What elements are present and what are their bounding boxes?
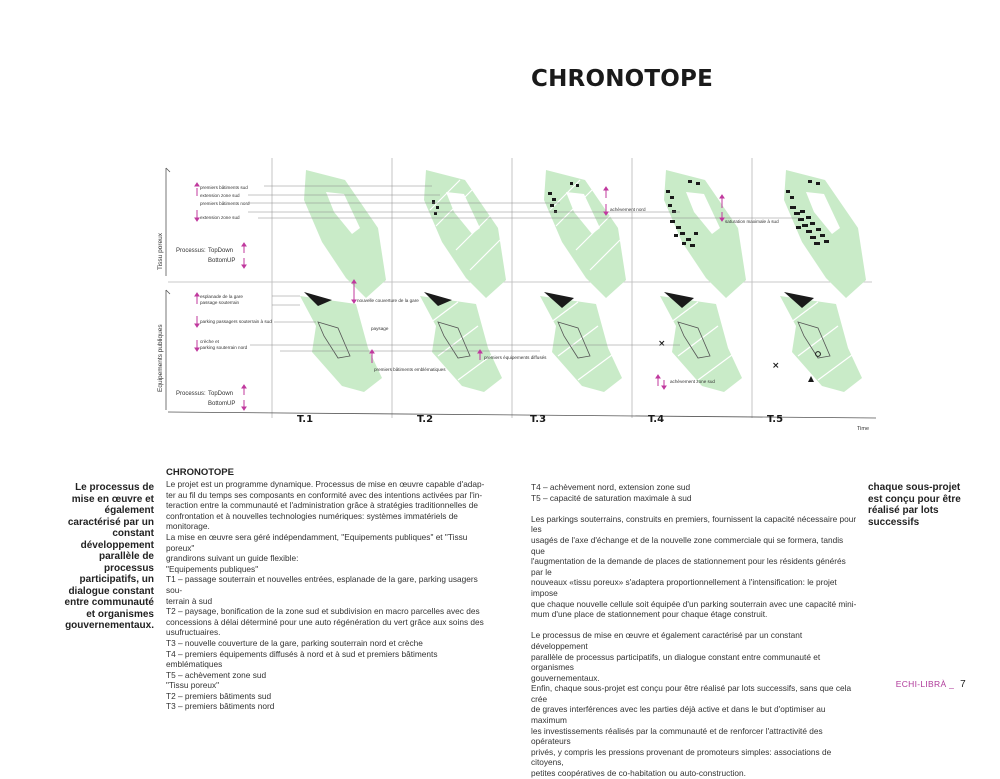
time-label-t2: T.2 bbox=[417, 414, 434, 425]
column-2-timeline bbox=[531, 482, 857, 503]
annotation-batiments-emblematiques: premiers bâtiments emblématiques bbox=[374, 367, 446, 372]
tissu-label-1: premiers bâtiments sud bbox=[200, 185, 248, 190]
text-line: T4 – premiers équipements diffusés à nord et à sud et premiers bâtiments emblématiques bbox=[166, 648, 438, 670]
equipements-shapes bbox=[300, 292, 862, 392]
text-line: concessions à délai déterminé pour une auto régénération du vert grâce aux soins des bbox=[166, 616, 484, 627]
topdown-label-top: TopDown bbox=[208, 248, 234, 254]
text-line: l'augmentation de la demande de places de stationnement pour les résidents générés par le bbox=[531, 556, 846, 577]
time-label-t4: T.4 bbox=[648, 414, 665, 425]
text-line: nouveaux «tissu poreux» s'adaptera proportionnellement à l'intensification: le projet impose bbox=[531, 577, 837, 598]
tissu-label-2: extension zone sud bbox=[200, 193, 240, 198]
annotation-couverture: nouvelle couverture de la gare bbox=[357, 298, 419, 303]
svg-text:×: × bbox=[658, 339, 666, 349]
tissu-shapes bbox=[304, 170, 866, 298]
bottomup-label-top: BottomUP bbox=[208, 258, 236, 264]
body-column-1 bbox=[166, 467, 493, 712]
text-line: Le projet est un programme dynamique. Processus de mise en œuvre capable d'adap- bbox=[166, 479, 485, 489]
footer-label: ECHI-LIBRÀ _ bbox=[895, 679, 955, 689]
text-line: La mise en œuvre sera géré indépendamment, "Equipements publiques" et "Tissu poreux" bbox=[166, 531, 468, 553]
text-line: "Equipements publiques" bbox=[166, 563, 259, 574]
text-line: parallèle de processus participatifs, un dialogue constant entre communauté et organismes bbox=[531, 651, 821, 673]
annotation-achevement-nord: achèvement nord bbox=[610, 207, 646, 212]
time-axis-label: Time bbox=[857, 426, 870, 432]
text-line: T5 – capacité de saturation maximale à sud bbox=[531, 492, 692, 503]
text-line: grandirons suivant un guide flexible: bbox=[166, 553, 299, 564]
time-label-t3: T.3 bbox=[530, 414, 547, 425]
left-pull-quote: Le processus de mise en œuvre et également caractérisé par un constant développement parallèle de processus participatifs, un dialogue constant entre communauté et organismes gouvernementaux. bbox=[64, 482, 154, 631]
annotation-achevement-zone-sud: achèvement zone sud bbox=[670, 379, 715, 384]
text-line: que chaque nouvelle cellule soit équipée d'un parking souterrain avec une capacité mini- bbox=[531, 598, 857, 609]
text-line: les investissements réalisés par la communauté et de renforcer l'attractivité des opérateurs bbox=[531, 725, 823, 747]
text-line: ter au fil du temps ses composants en conformité avec des intentions activées par l'in- bbox=[166, 489, 483, 500]
row-label-equipements: Equipements publiques bbox=[157, 324, 164, 392]
column-1-lines bbox=[166, 479, 493, 712]
text-line: T3 – premiers bâtiments nord bbox=[166, 701, 275, 712]
text-line: mum d'une place de stationnement pour chaque étage construit. bbox=[531, 609, 768, 620]
row-axes bbox=[166, 168, 170, 410]
text-line: de graves interférences avec les parties déjà active et dans le but d'optimiser au maximum bbox=[531, 704, 826, 726]
text-line: T2 – paysage, bonification de la zone sud et subdivision en macro parcelles avec des bbox=[166, 606, 480, 617]
svg-text:×: × bbox=[772, 361, 780, 371]
equip-label-2: passage souterrain bbox=[200, 300, 240, 305]
text-line: Les parkings souterrains, construits en premiers, fournissent la capacité nécessaire pour les bbox=[531, 513, 857, 535]
text-line: "Tissu poreux" bbox=[166, 680, 220, 691]
column-2-parking-paragraph bbox=[531, 514, 857, 620]
text-line: usufructuaires. bbox=[166, 627, 221, 638]
right-pull-quote: chaque sous-projet est conçu pour être réalisé par lots successifs bbox=[868, 482, 961, 528]
body-column-2 bbox=[531, 482, 857, 779]
text-line: T2 – premiers bâtiments sud bbox=[166, 690, 272, 701]
text-line: T5 – achèvement zone sud bbox=[166, 669, 267, 680]
equip-label-3: parking passagers souterrain à sud bbox=[200, 319, 272, 324]
equip-label-1: esplanade de la gare bbox=[200, 294, 243, 299]
time-label-t1: T.1 bbox=[297, 414, 314, 425]
text-line: terrain à sud bbox=[166, 595, 213, 606]
text-line: usagés de l'axe d'échange et de la nouvelle zone commerciale qui se formera, tandis que bbox=[531, 534, 844, 556]
equip-label-5: parking souterrain nord bbox=[200, 345, 248, 350]
process-label-top: Processus: bbox=[176, 248, 206, 254]
page-number: 7 bbox=[960, 679, 966, 690]
text-line: gouvernementaux. bbox=[531, 672, 600, 683]
text-line: T3 – nouvelle couverture de la gare, parking souterrain nord et crèche bbox=[166, 637, 423, 648]
bottomup-label-bottom: BottomUP bbox=[208, 401, 236, 407]
text-line: privés, y compris les pressions provenant de promoteurs simples: associations de citoyens, bbox=[531, 746, 832, 768]
text-line: teraction entre la communauté et l'administration grâce à stratégies traditionnelles de bbox=[166, 500, 478, 511]
text-line: petites coopératives de co-habitation ou auto-construction. bbox=[531, 768, 746, 779]
tissu-label-4: extension zone sud bbox=[200, 215, 240, 220]
text-line: T1 – passage souterrain et nouvelles entrées, esplanade de la gare, parking usagers sou- bbox=[166, 574, 478, 595]
time-label-t5: T.5 bbox=[767, 414, 784, 425]
text-line: confrontation et à nouvelles technologies numériques: systèmes immatériels de monitorage. bbox=[166, 510, 458, 532]
text-line: Le processus de mise en œuvre et également caractérisé par un constant développement bbox=[531, 630, 803, 651]
annotation-premiers-equipements: premiers équipements diffusés bbox=[484, 355, 547, 360]
tissu-label-3: premiers bâtiments nord bbox=[200, 201, 250, 206]
text-line: Enfin, chaque sous-projet est conçu pour être réalisé par lots successifs, sans que cela crée bbox=[531, 683, 852, 704]
annotation-saturation: saturation maximale à sud bbox=[725, 219, 779, 224]
page-footer bbox=[896, 679, 966, 690]
column-heading: CHRONOTOPE bbox=[166, 467, 234, 478]
row-label-tissu: Tissu poreux bbox=[157, 233, 164, 270]
text-line: T4 – achèvement nord, extension zone sud bbox=[531, 482, 691, 492]
equip-label-4: crèche et bbox=[200, 339, 219, 344]
process-label-bottom: Processus: bbox=[176, 391, 206, 397]
page-title: CHRONOTOPE bbox=[531, 66, 714, 92]
column-2-process-paragraph bbox=[531, 630, 857, 778]
topdown-label-bottom: TopDown bbox=[208, 391, 234, 397]
time-column-separators bbox=[168, 158, 872, 418]
annotation-paysage: paysage bbox=[371, 326, 389, 331]
